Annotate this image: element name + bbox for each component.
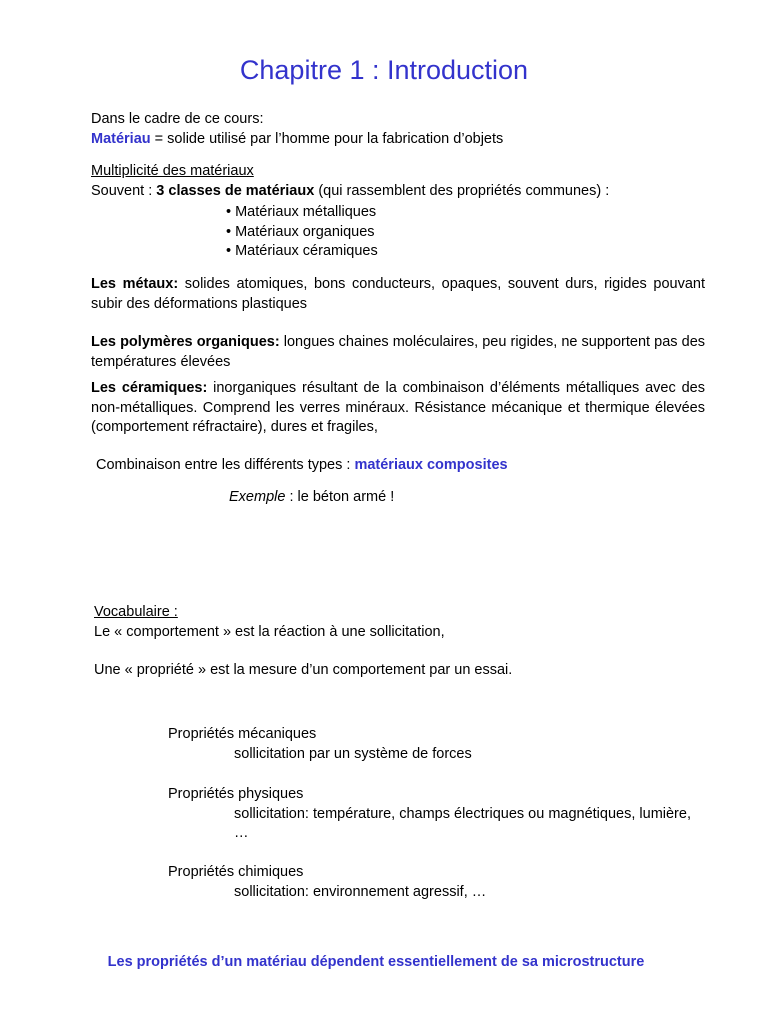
property-description: sollicitation: température, champs électriques ou magnétiques, lumière, … bbox=[234, 805, 691, 841]
metaux-text: solides atomiques, bons conducteurs, opaques, souvent durs, rigides pouvant subir des déformations plastiques bbox=[91, 276, 705, 312]
combinaison-text: Combinaison entre les différents types : bbox=[96, 457, 355, 473]
polymeres-text: longues chaines moléculaires, peu rigides, ne supportent pas des températures élevées bbox=[91, 334, 706, 370]
comportement-definition: Le « comportement » est la réaction à une sollicitation, bbox=[94, 623, 445, 640]
classes-suffix: (qui rassemblent des propriétés communes) : bbox=[314, 182, 610, 199]
polymeres-paragraph bbox=[91, 333, 705, 372]
property-name: Propriétés chimiques bbox=[168, 864, 304, 880]
page-title: Chapitre 1 : Introduction bbox=[239, 55, 529, 85]
metaux-paragraph bbox=[91, 275, 705, 314]
vocabulaire-heading: Vocabulaire : bbox=[94, 604, 178, 620]
conclusion: Les propriétés d’un matériau dépendent essentiellement de sa microstructure bbox=[107, 954, 645, 970]
metaux-label: Les métaux: bbox=[91, 276, 179, 292]
polymeres-label: Les polymères organiques: bbox=[91, 334, 280, 350]
ceramiques-text: inorganiques résultant de la combinaison d’éléments métalliques avec des non-métalliques. Comprend les verres minéraux. Résistance mécanique et thermique élevées (comportement réfractaire), dures et fragiles, bbox=[91, 380, 705, 435]
ceramiques-paragraph bbox=[91, 379, 705, 438]
list-item: • Matériaux organiques bbox=[226, 223, 375, 240]
property-name: Propriétés physiques bbox=[168, 786, 304, 802]
classes-list bbox=[226, 203, 526, 262]
combinaison-line bbox=[96, 456, 696, 476]
material-term: Matériau bbox=[91, 130, 151, 147]
property-item bbox=[168, 785, 708, 844]
classes-prefix: Souvent : bbox=[91, 182, 157, 199]
intro-line: Dans le cadre de ce cours: bbox=[91, 111, 264, 127]
multiplicity-block bbox=[91, 162, 731, 201]
ceramiques-label: Les céramiques: bbox=[91, 380, 208, 396]
property-item bbox=[168, 725, 708, 764]
multiplicity-heading: Multiplicité des matériaux bbox=[91, 163, 254, 179]
propriete-definition: Une « propriété » est la mesure d’un comportement par un essai. bbox=[94, 662, 513, 678]
material-definition-text: = solide utilisé par l’homme pour la fabrication d’objets bbox=[150, 130, 504, 147]
composites-highlight: matériaux composites bbox=[354, 457, 508, 473]
example-label: Exemple bbox=[229, 489, 286, 505]
intro-block bbox=[91, 110, 711, 149]
example-text: : le béton armé ! bbox=[285, 489, 395, 505]
vocabulaire-block bbox=[94, 603, 714, 681]
classes-bold: 3 classes de matériaux bbox=[156, 182, 315, 199]
list-item: • Matériaux céramiques bbox=[226, 243, 378, 259]
property-name: Propriétés mécaniques bbox=[168, 726, 317, 742]
material-definition bbox=[91, 130, 711, 150]
list-item: • Matériaux métalliques bbox=[226, 204, 377, 220]
example-line bbox=[229, 488, 629, 508]
classes-line bbox=[91, 182, 731, 202]
property-item bbox=[168, 863, 708, 902]
property-description: sollicitation: environnement agressif, … bbox=[234, 883, 487, 900]
property-description: sollicitation par un système de forces bbox=[234, 745, 472, 762]
